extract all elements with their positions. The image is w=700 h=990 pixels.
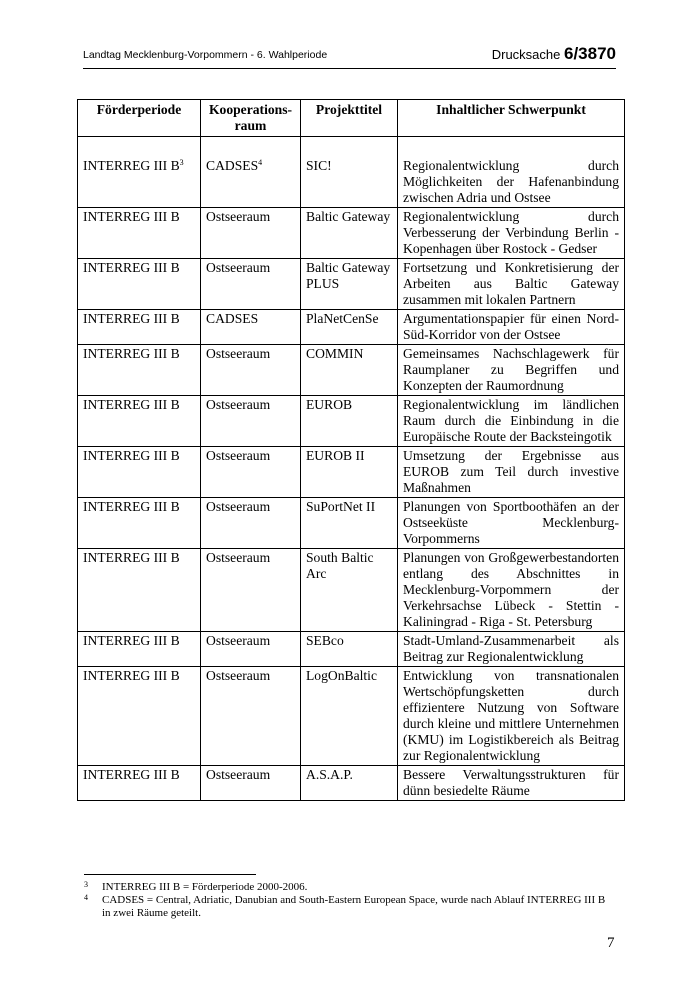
cell-focus-text: Umsetzung der Ergebnisse aus EUROB zum Teil durch investive Maßnahmen [403, 448, 619, 495]
cell-area [201, 667, 301, 766]
cell-area-text: CADSES [206, 158, 259, 173]
cell-focus-text: Regionalentwicklung durch Verbesserung der Verbindung Berlin - Kopenhagen über Rostock - Gedser [403, 209, 619, 256]
header-document-number [492, 44, 616, 64]
cell-title-text: SuPortNet II [306, 499, 376, 514]
cell-focus-text: Planungen von Sportboothäfen an der Ostseeküste Mecklenburg-Vorpommerns [403, 499, 619, 546]
cell-focus [398, 549, 625, 632]
cell-focus [398, 137, 625, 208]
table-row [78, 259, 625, 310]
cell-title-text: South Baltic Arc [306, 550, 374, 581]
footnote-divider [84, 874, 256, 875]
cell-period-text: INTERREG III B [83, 397, 180, 412]
cell-area [201, 766, 301, 801]
footnote [84, 894, 616, 920]
cell-focus [398, 259, 625, 310]
cell-area-text: Ostseeraum [206, 767, 271, 782]
cell-area [201, 310, 301, 345]
cell-area [201, 259, 301, 310]
header-doc-number: 6/3870 [564, 44, 616, 63]
cell-title-text: EUROB [306, 397, 353, 412]
cell-focus-text: Stadt-Umland-Zusammenarbeit als Beitrag zur Regionalentwicklung [403, 633, 619, 664]
cell-area-text: Ostseeraum [206, 633, 271, 648]
cell-title [301, 345, 398, 396]
cell-period-text: INTERREG III B [83, 499, 180, 514]
cell-period-text: INTERREG III B [83, 767, 180, 782]
cell-title [301, 310, 398, 345]
table-row [78, 208, 625, 259]
cell-period [78, 259, 201, 310]
column-header: Inhaltlicher Schwerpunkt [398, 100, 625, 137]
table-header-row [78, 100, 625, 137]
cell-period [78, 208, 201, 259]
cell-area-text: Ostseeraum [206, 448, 271, 463]
cell-area [201, 632, 301, 667]
footnote [84, 881, 616, 894]
cell-area-text: Ostseeraum [206, 260, 271, 275]
cell-period [78, 396, 201, 447]
cell-focus [398, 632, 625, 667]
cell-focus-text: Bessere Verwaltungsstrukturen für dünn besiedelte Räume [403, 767, 619, 798]
footnote-text: INTERREG III B = Förderperiode 2000-2006. [102, 881, 308, 893]
cell-title-text: PlaNetCenSe [306, 311, 379, 326]
table-row [78, 396, 625, 447]
table-row [78, 632, 625, 667]
column-header: Kooperations-raum [201, 100, 301, 137]
footnote-number: 3 [84, 880, 88, 889]
cell-period-text: INTERREG III B [83, 668, 180, 683]
table-row [78, 498, 625, 549]
cell-period-text: INTERREG III B [83, 346, 180, 361]
cell-focus [398, 396, 625, 447]
cell-area-text: Ostseeraum [206, 499, 271, 514]
cell-area [201, 208, 301, 259]
cell-area-text: Ostseeraum [206, 668, 271, 683]
cell-title-text: Baltic Gateway PLUS [306, 260, 391, 291]
cell-period [78, 549, 201, 632]
cell-period [78, 632, 201, 667]
cell-focus-text: Regionalentwicklung durch Möglichkeiten der Hafenanbindung zwischen Adria und Ostsee [403, 158, 619, 205]
cell-title [301, 498, 398, 549]
cell-area [201, 396, 301, 447]
cell-period [78, 310, 201, 345]
project-table [77, 99, 625, 801]
cell-area [201, 137, 301, 208]
cell-title [301, 137, 398, 208]
cell-title-text: SIC! [306, 158, 332, 173]
cell-focus [398, 766, 625, 801]
cell-title [301, 259, 398, 310]
cell-title [301, 667, 398, 766]
footnotes [84, 881, 616, 920]
cell-period [78, 498, 201, 549]
page-number: 7 [607, 935, 615, 951]
cell-focus [398, 447, 625, 498]
cell-focus-text: Argumentationspapier für einen Nord-Süd-Korridor von der Ostsee [403, 311, 619, 342]
cell-title [301, 208, 398, 259]
cell-area-text: Ostseeraum [206, 550, 271, 565]
footnote-ref: 4 [258, 158, 263, 167]
cell-area [201, 549, 301, 632]
cell-title-text: EUROB II [306, 448, 365, 463]
cell-title [301, 766, 398, 801]
cell-period-text: INTERREG III B [83, 158, 180, 173]
cell-focus [398, 345, 625, 396]
footnote-number: 4 [84, 893, 88, 902]
cell-title [301, 396, 398, 447]
cell-area [201, 447, 301, 498]
column-header: Projekttitel [301, 100, 398, 137]
cell-area-text: Ostseeraum [206, 346, 271, 361]
cell-focus-text: Planungen von Großgewerbestandorten entlang des Abschnittes in Mecklenburg-Vorpommern der Verkehrsachse Lübeck - Stettin - Kaliningrad - Riga - St. Petersburg [403, 550, 619, 629]
cell-focus-text: Fortsetzung und Konkretisierung der Arbeiten aus Baltic Gateway zusammen mit lokalen Partnern [403, 260, 619, 307]
cell-focus-text: Entwicklung von transnationalen Wertschöpfungsketten durch effizientere Nutzung von Software durch kleine und mittlere Unternehmen (KMU) im Logistikbereich als Beitrag zur Regionalentwicklung [403, 668, 619, 763]
cell-title-text: A.S.A.P. [306, 767, 353, 782]
cell-period-text: INTERREG III B [83, 311, 180, 326]
cell-area-text: CADSES [206, 311, 259, 326]
cell-area-text: Ostseeraum [206, 397, 271, 412]
cell-title [301, 447, 398, 498]
cell-focus [398, 208, 625, 259]
header-doc-label: Drucksache [491, 47, 561, 62]
cell-period [78, 447, 201, 498]
cell-focus-text: Regionalentwicklung im ländlichen Raum durch die Einbindung in die Europäische Route der Backsteingotik [403, 397, 619, 444]
footnote-text: CADSES = Central, Adriatic, Danubian and South-Eastern European Space, wurde nach Ablauf INTERREG III B in zwei Räume geteilt. [102, 894, 606, 919]
table-row [78, 667, 625, 766]
cell-area [201, 345, 301, 396]
cell-period [78, 766, 201, 801]
table-row [78, 310, 625, 345]
cell-title [301, 549, 398, 632]
cell-title-text: LogOnBaltic [306, 668, 377, 683]
page-header [83, 44, 616, 69]
table-row [78, 345, 625, 396]
cell-period [78, 345, 201, 396]
column-header: Förderperiode [78, 100, 201, 137]
cell-period-text: INTERREG III B [83, 260, 180, 275]
cell-period-text: INTERREG III B [83, 448, 180, 463]
cell-title-text: COMMIN [306, 346, 364, 361]
cell-period-text: INTERREG III B [83, 633, 180, 648]
cell-area-text: Ostseeraum [206, 209, 271, 224]
table-row [78, 766, 625, 801]
cell-period [78, 667, 201, 766]
cell-focus-text: Gemeinsames Nachschlagewerk für Raumplaner zu Begriffen und Konzepten der Raumordnung [403, 346, 619, 393]
cell-title-text: Baltic Gateway [306, 209, 391, 224]
cell-focus [398, 667, 625, 766]
cell-period-text: INTERREG III B [83, 209, 180, 224]
cell-focus [398, 310, 625, 345]
table-row [78, 549, 625, 632]
table-row [78, 447, 625, 498]
table-row [78, 137, 625, 208]
cell-focus [398, 498, 625, 549]
cell-period [78, 137, 201, 208]
cell-area [201, 498, 301, 549]
header-parliament: Landtag Mecklenburg-Vorpommern - 6. Wahlperiode [83, 49, 328, 61]
cell-title-text: SEBco [306, 633, 344, 648]
cell-period-text: INTERREG III B [83, 550, 180, 565]
cell-title [301, 632, 398, 667]
footnote-ref: 3 [179, 158, 184, 167]
